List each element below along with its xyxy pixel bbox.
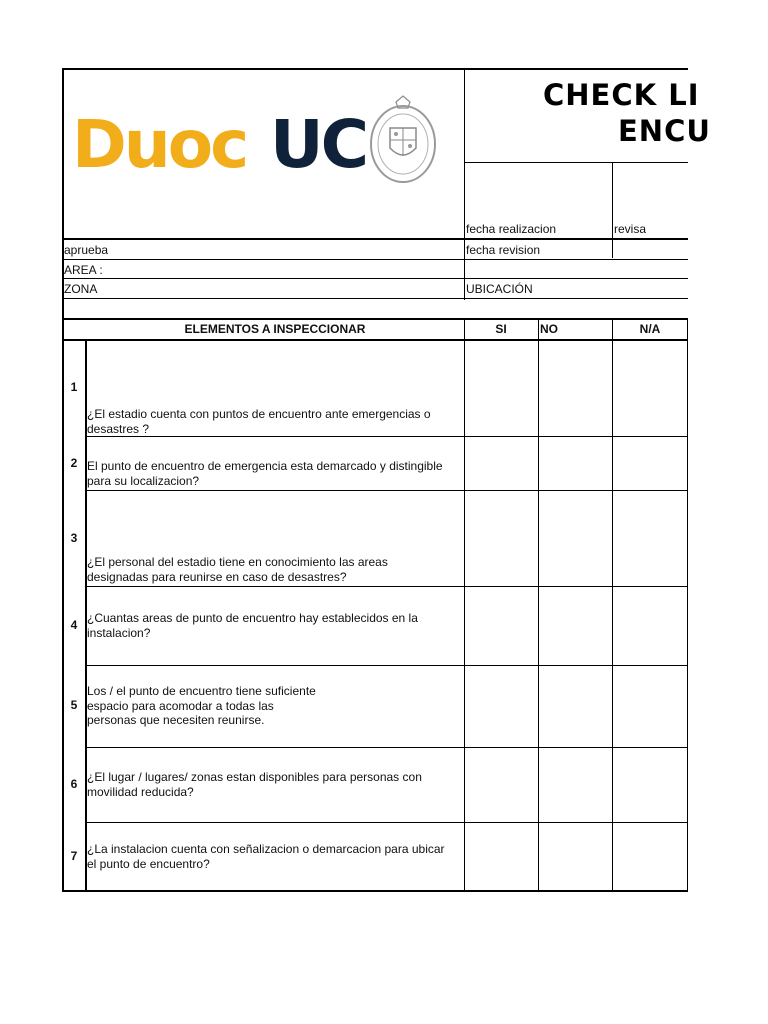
row-question: ¿El lugar / lugares/ zonas estan disponibles para personas con movilidad reducida? [87, 770, 422, 799]
table-top-line [62, 318, 688, 320]
column-header-na: N/A [639, 322, 661, 336]
page-title-line1: CHECK LI [543, 78, 700, 112]
si-column-left [464, 318, 465, 892]
logo-uc-text: UC [270, 106, 367, 183]
aprueba-label: aprueba [64, 243, 109, 257]
row-question: ¿El estadio cuenta con puntos de encuentro ante emergencias o desastres ? [87, 407, 431, 436]
row-separator-2 [86, 490, 688, 491]
revisa-label: revisa [614, 222, 647, 236]
no-column-left [538, 318, 539, 892]
row-question: ¿El personal del estadio tiene en conocimiento las areas designadas para reunirse en caso de desastres? [87, 555, 388, 584]
row-separator-1 [86, 436, 688, 437]
row-number: 2 [70, 456, 78, 470]
table-header-bottom-line [62, 339, 688, 341]
column-header-si: SI [495, 322, 507, 336]
column-header-elementos: ELEMENTOS A INSPECCIONAR [184, 322, 366, 336]
title-bottom-line [464, 162, 688, 163]
logo-duoc-text: Duoc [72, 106, 247, 183]
row-number: 7 [70, 849, 78, 863]
row-separator-5 [86, 747, 688, 748]
header-divider [464, 68, 465, 300]
ubicacion-label: UBICACIÓN [466, 282, 533, 296]
column-header-no: NO [540, 322, 558, 336]
header-bottom-line [62, 238, 688, 240]
fecha-revision-label: fecha revision [466, 243, 541, 257]
row-number: 3 [70, 531, 78, 545]
zona-bottom-line [62, 298, 688, 299]
row-question: ¿Cuantas areas de punto de encuentro hay establecidos en la instalacion? [87, 611, 418, 640]
na-column-left [612, 318, 613, 892]
row-separator-6 [86, 822, 688, 823]
row-number: 1 [70, 380, 78, 394]
page-title-line2: ENCU [618, 114, 711, 148]
revisa-divider [612, 162, 613, 258]
row-question: El punto de encuentro de emergencia esta demarcado y distingible para su localizacion? [87, 459, 443, 488]
area-label: AREA : [64, 263, 103, 277]
area-bottom-line [62, 278, 688, 279]
aprueba-bottom-line [62, 259, 688, 260]
row-number: 4 [70, 618, 78, 632]
university-seal-icon [368, 94, 438, 186]
table-bottom-line [62, 890, 688, 892]
row-question: ¿La instalacion cuenta con señalizacion o demarcacion para ubicar el punto de encuentro? [87, 842, 445, 871]
row-question: Los / el punto de encuentro tiene suficiente espacio para acomodar a todas las personas que necesiten reunirse. [87, 684, 316, 727]
row-separator-3 [86, 586, 688, 587]
row-separator-4 [86, 665, 688, 666]
border-top [62, 68, 688, 70]
fecha-realizacion-label: fecha realizacion [466, 222, 557, 236]
row-number: 6 [70, 777, 78, 791]
border-left [62, 68, 64, 892]
zona-label: ZONA [64, 282, 98, 296]
row-number: 5 [70, 698, 78, 712]
na-column-right [687, 318, 688, 892]
